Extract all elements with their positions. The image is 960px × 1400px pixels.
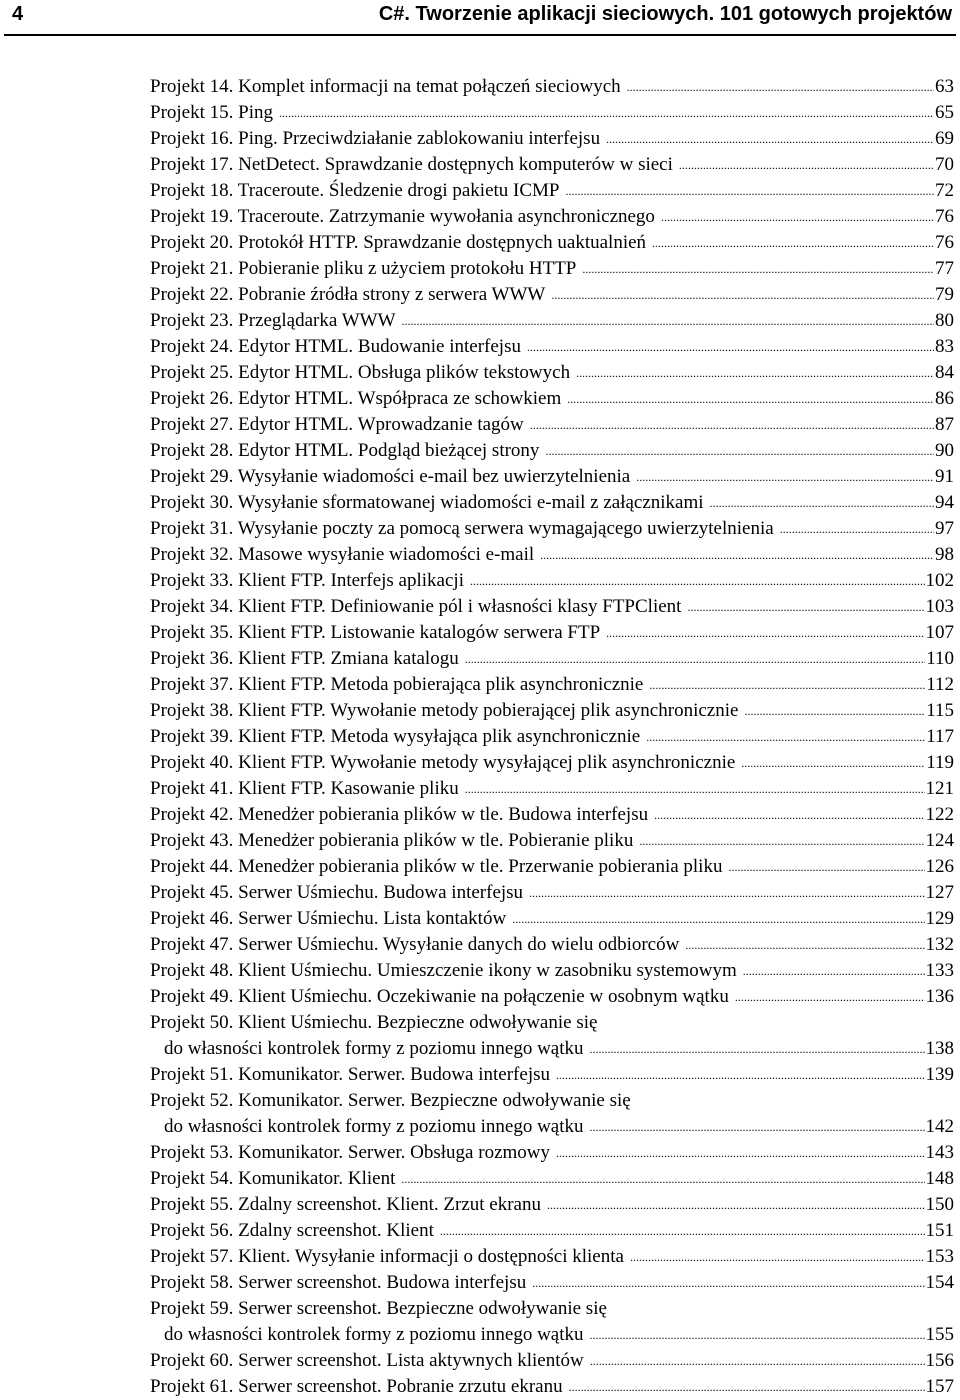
toc-page-number: 126 — [925, 856, 954, 877]
toc-page-number: 77 — [935, 258, 954, 279]
dot-leader — [556, 1140, 924, 1166]
toc-page-number: 70 — [935, 154, 954, 175]
toc-entry-title: Projekt 19. Traceroute. Zatrzymanie wywołania asynchronicznego — [150, 206, 655, 227]
toc-entry-title: Projekt 44. Menedżer pobierania plików w tle. Przerwanie pobierania pliku — [150, 856, 723, 877]
toc-page-number: 83 — [935, 336, 954, 357]
toc-entry — [150, 308, 954, 334]
toc-page-number: 79 — [935, 284, 954, 305]
toc-entry-title: Projekt 58. Serwer screenshot. Budowa interfejsu — [150, 1272, 527, 1293]
dot-leader — [402, 308, 934, 334]
toc-entry — [150, 438, 954, 464]
toc-entry — [150, 750, 954, 776]
toc-entry — [150, 178, 954, 204]
toc-entry-title: Projekt 29. Wysyłanie wiadomości e-mail bez uwierzytelnienia — [150, 466, 631, 487]
toc-entry — [150, 412, 954, 438]
toc-entry-title: Projekt 59. Serwer screenshot. Bezpieczne odwoływanie się — [150, 1298, 607, 1319]
toc-entry-title: Projekt 46. Serwer Uśmiechu. Lista kontaktów — [150, 908, 507, 929]
toc-entry — [150, 854, 954, 880]
toc-entry-title: Projekt 15. Ping — [150, 102, 273, 123]
dot-leader — [576, 360, 934, 386]
toc-entry-title: do własności kontrolek formy z poziomu innego wątku — [164, 1116, 584, 1137]
toc-entry-title: Projekt 21. Pobieranie pliku z użyciem protokołu HTTP — [150, 258, 577, 279]
toc-entry — [150, 1348, 954, 1374]
toc-page-number: 119 — [926, 752, 954, 773]
dot-leader — [741, 750, 925, 776]
toc-entry — [150, 126, 954, 152]
toc-entry-title: Projekt 47. Serwer Uśmiechu. Wysyłanie danych do wielu odbiorców — [150, 934, 680, 955]
dot-leader — [540, 542, 934, 568]
toc-entry-title: Projekt 27. Edytor HTML. Wprowadzanie tagów — [150, 414, 524, 435]
toc-entry-title: Projekt 26. Edytor HTML. Współpraca ze schowkiem — [150, 388, 562, 409]
dot-leader — [728, 854, 924, 880]
toc-entry-title: Projekt 52. Komunikator. Serwer. Bezpieczne odwoływanie się — [150, 1090, 631, 1111]
toc-entry-title: Projekt 34. Klient FTP. Definiowanie pól i własności klasy FTPClient — [150, 596, 682, 617]
toc-entry — [150, 1062, 954, 1088]
toc-entry — [150, 464, 954, 490]
toc-page-number: 98 — [935, 544, 954, 565]
toc-page-number: 129 — [925, 908, 954, 929]
toc-entry — [150, 1374, 954, 1400]
dot-leader — [652, 230, 934, 256]
toc-page-number: 151 — [925, 1220, 954, 1241]
toc-entry-title: Projekt 30. Wysyłanie sformatowanej wiadomości e-mail z załącznikami — [150, 492, 704, 513]
dot-leader — [556, 1062, 925, 1088]
dot-leader — [679, 152, 934, 178]
toc-entry-title: Projekt 32. Masowe wysyłanie wiadomości e-mail — [150, 544, 535, 565]
toc-page-number: 103 — [925, 596, 954, 617]
toc-page-number: 97 — [935, 518, 954, 539]
toc-entry — [150, 802, 954, 828]
dot-leader — [527, 334, 934, 360]
toc-page-number: 115 — [926, 700, 954, 721]
toc-entry — [150, 516, 954, 542]
dot-leader — [545, 438, 934, 464]
dot-leader — [590, 1348, 925, 1374]
toc-entry-title: Projekt 16. Ping. Przeciwdziałanie zablokowaniu interfejsu — [150, 128, 601, 149]
toc-page-number: 84 — [935, 362, 954, 383]
toc-page-number: 102 — [925, 570, 954, 591]
toc-entry — [150, 594, 954, 620]
toc-entry — [150, 620, 954, 646]
toc-entry-title: Projekt 22. Pobranie źródła strony z serwera WWW — [150, 284, 546, 305]
dot-leader — [687, 594, 924, 620]
toc-entry — [150, 1114, 954, 1140]
toc-page-number: 76 — [935, 232, 954, 253]
toc-page-number: 138 — [925, 1038, 954, 1059]
dot-leader — [279, 100, 934, 126]
toc-page-number: 122 — [925, 804, 954, 825]
dot-leader — [744, 698, 925, 724]
table-of-contents — [150, 74, 954, 1400]
toc-entry-title: Projekt 36. Klient FTP. Zmiana katalogu — [150, 648, 459, 669]
toc-entry — [150, 542, 954, 568]
toc-entry — [150, 490, 954, 516]
toc-entry — [150, 74, 954, 100]
toc-entry-title: Projekt 24. Edytor HTML. Budowanie interfejsu — [150, 336, 521, 357]
toc-entry-title: Projekt 23. Przeglądarka WWW — [150, 310, 396, 331]
toc-entry — [150, 1166, 954, 1192]
toc-entry — [150, 100, 954, 126]
dot-leader — [530, 412, 934, 438]
toc-entry — [150, 1296, 954, 1322]
dot-leader — [639, 828, 924, 854]
toc-entry-title: Projekt 54. Komunikator. Klient — [150, 1168, 396, 1189]
toc-page-number: 76 — [935, 206, 954, 227]
toc-entry-title: Projekt 14. Komplet informacji na temat połączeń sieciowych — [150, 76, 621, 97]
toc-entry-title: Projekt 50. Klient Uśmiechu. Bezpieczne odwoływanie się — [150, 1012, 598, 1033]
toc-entry-title: Projekt 43. Menedżer pobierania plików w tle. Pobieranie pliku — [150, 830, 634, 851]
toc-entry — [150, 230, 954, 256]
toc-entry-title: Projekt 41. Klient FTP. Kasowanie pliku — [150, 778, 459, 799]
dot-leader — [606, 620, 924, 646]
dot-leader — [465, 776, 925, 802]
toc-entry-title: Projekt 25. Edytor HTML. Obsługa plików tekstowych — [150, 362, 571, 383]
dot-leader — [606, 126, 934, 152]
dot-leader — [636, 464, 934, 490]
toc-page-number: 110 — [926, 648, 954, 669]
dot-leader — [567, 386, 934, 412]
dot-leader — [440, 1218, 925, 1244]
page-number: 4 — [12, 3, 24, 25]
toc-entry-title: do własności kontrolek formy z poziomu innego wątku — [164, 1324, 584, 1345]
toc-entry — [150, 958, 954, 984]
toc-entry — [150, 724, 954, 750]
toc-page-number: 107 — [925, 622, 954, 643]
toc-entry — [150, 906, 954, 932]
toc-page-number: 63 — [935, 76, 954, 97]
toc-page-number: 86 — [935, 388, 954, 409]
toc-page-number: 133 — [925, 960, 954, 981]
dot-leader — [470, 568, 925, 594]
toc-page-number: 112 — [926, 674, 954, 695]
dot-leader — [590, 1114, 925, 1140]
dot-leader — [654, 802, 924, 828]
toc-entry-title: Projekt 56. Zdalny screenshot. Klient — [150, 1220, 434, 1241]
toc-page-number: 136 — [925, 986, 954, 1007]
dot-leader — [551, 282, 934, 308]
dot-leader — [735, 984, 925, 1010]
dot-leader — [401, 1166, 924, 1192]
toc-entry — [150, 1140, 954, 1166]
toc-page-number: 157 — [925, 1376, 954, 1397]
toc-entry — [150, 1270, 954, 1296]
toc-entry — [150, 256, 954, 282]
toc-entry — [150, 282, 954, 308]
toc-entry — [150, 698, 954, 724]
toc-page-number: 150 — [925, 1194, 954, 1215]
dot-leader — [566, 178, 935, 204]
toc-entry — [150, 880, 954, 906]
dot-leader — [547, 1192, 925, 1218]
toc-page-number: 117 — [926, 726, 954, 747]
toc-entry-title: Projekt 39. Klient FTP. Metoda wysyłająca plik asynchronicznie — [150, 726, 641, 747]
toc-entry — [150, 360, 954, 386]
toc-entry-title: Projekt 55. Zdalny screenshot. Klient. Zrzut ekranu — [150, 1194, 541, 1215]
dot-leader — [743, 958, 925, 984]
toc-entry — [150, 1192, 954, 1218]
toc-entry-title: Projekt 45. Serwer Uśmiechu. Budowa interfejsu — [150, 882, 524, 903]
toc-entry — [150, 672, 954, 698]
toc-entry-title: Projekt 33. Klient FTP. Interfejs aplikacji — [150, 570, 464, 591]
toc-entry-title: Projekt 48. Klient Uśmiechu. Umieszczenie ikony w zasobniku systemowym — [150, 960, 737, 981]
toc-entry — [150, 1218, 954, 1244]
dot-leader — [685, 932, 924, 958]
toc-page-number: 94 — [935, 492, 954, 513]
toc-entry-title: do własności kontrolek formy z poziomu innego wątku — [164, 1038, 584, 1059]
toc-entry-title: Projekt 49. Klient Uśmiechu. Oczekiwanie na połączenie w osobnym wątku — [150, 986, 729, 1007]
toc-entry — [150, 152, 954, 178]
toc-entry — [150, 1088, 954, 1114]
toc-page-number: 69 — [935, 128, 954, 149]
toc-page-number: 139 — [925, 1064, 954, 1085]
toc-entry-title: Projekt 40. Klient FTP. Wywołanie metody wysyłającej plik asynchronicznie — [150, 752, 736, 773]
dot-leader — [582, 256, 934, 282]
toc-page-number: 87 — [935, 414, 954, 435]
toc-page-number: 148 — [925, 1168, 954, 1189]
toc-page-number: 127 — [925, 882, 954, 903]
toc-entry-title: Projekt 35. Klient FTP. Listowanie katalogów serwera FTP — [150, 622, 601, 643]
toc-entry-title: Projekt 61. Serwer screenshot. Pobranie zrzutu ekranu — [150, 1376, 563, 1397]
toc-page-number: 132 — [925, 934, 954, 955]
toc-page-number: 143 — [925, 1142, 954, 1163]
toc-entry — [150, 776, 954, 802]
toc-entry — [150, 568, 954, 594]
toc-entry — [150, 1244, 954, 1270]
toc-entry-title: Projekt 42. Menedżer pobierania plików w tle. Budowa interfejsu — [150, 804, 649, 825]
dot-leader — [627, 74, 934, 100]
toc-entry-title: Projekt 18. Traceroute. Śledzenie drogi pakietu ICMP — [150, 180, 560, 201]
toc-entry-title: Projekt 60. Serwer screenshot. Lista aktywnych klientów — [150, 1350, 584, 1371]
toc-page-number: 121 — [925, 778, 954, 799]
toc-page-number: 72 — [935, 180, 954, 201]
toc-page-number: 90 — [935, 440, 954, 461]
toc-entry-title: Projekt 28. Edytor HTML. Podgląd bieżącej strony — [150, 440, 540, 461]
toc-entry — [150, 1322, 954, 1348]
dot-leader — [630, 1244, 925, 1270]
toc-page-number: 91 — [935, 466, 954, 487]
toc-entry-title: Projekt 51. Komunikator. Serwer. Budowa interfejsu — [150, 1064, 550, 1085]
toc-page-number: 153 — [925, 1246, 954, 1267]
dot-leader — [529, 880, 924, 906]
toc-entry — [150, 828, 954, 854]
dot-leader — [649, 672, 925, 698]
dot-leader — [710, 490, 934, 516]
dot-leader — [590, 1322, 925, 1348]
dot-leader — [661, 204, 934, 230]
toc-entry-title: Projekt 38. Klient FTP. Wywołanie metody pobierającej plik asynchronicznie — [150, 700, 739, 721]
toc-entry-title: Projekt 17. NetDetect. Sprawdzanie dostępnych komputerów w sieci — [150, 154, 673, 175]
toc-page-number: 142 — [925, 1116, 954, 1137]
toc-page-number: 154 — [925, 1272, 954, 1293]
dot-leader — [465, 646, 925, 672]
toc-entry — [150, 932, 954, 958]
toc-page-number: 65 — [935, 102, 954, 123]
toc-entry-title: Projekt 53. Komunikator. Serwer. Obsługa rozmowy — [150, 1142, 551, 1163]
toc-entry — [150, 334, 954, 360]
toc-entry — [150, 386, 954, 412]
toc-entry — [150, 1010, 954, 1036]
toc-entry — [150, 984, 954, 1010]
toc-entry — [150, 204, 954, 230]
toc-entry-title: Projekt 20. Protokół HTTP. Sprawdzanie dostępnych uaktualnień — [150, 232, 647, 253]
toc-entry — [150, 646, 954, 672]
toc-entry-title: Projekt 57. Klient. Wysyłanie informacji o dostępności klienta — [150, 1246, 624, 1267]
dot-leader — [590, 1036, 925, 1062]
dot-leader — [780, 516, 934, 542]
dot-leader — [512, 906, 924, 932]
toc-page-number: 156 — [925, 1350, 954, 1371]
running-header — [4, 0, 956, 36]
toc-entry — [150, 1036, 954, 1062]
book-title: C#. Tworzenie aplikacji sieciowych. 101 gotowych projektów — [378, 3, 952, 25]
toc-page-number: 124 — [925, 830, 954, 851]
dot-leader — [569, 1374, 925, 1400]
toc-page-number: 155 — [925, 1324, 954, 1345]
toc-entry-title: Projekt 37. Klient FTP. Metoda pobierająca plik asynchronicznie — [150, 674, 644, 695]
dot-leader — [532, 1270, 924, 1296]
dot-leader — [646, 724, 925, 750]
toc-entry-title: Projekt 31. Wysyłanie poczty za pomocą serwera wymagającego uwierzytelnienia — [150, 518, 774, 539]
toc-page-number: 80 — [935, 310, 954, 331]
